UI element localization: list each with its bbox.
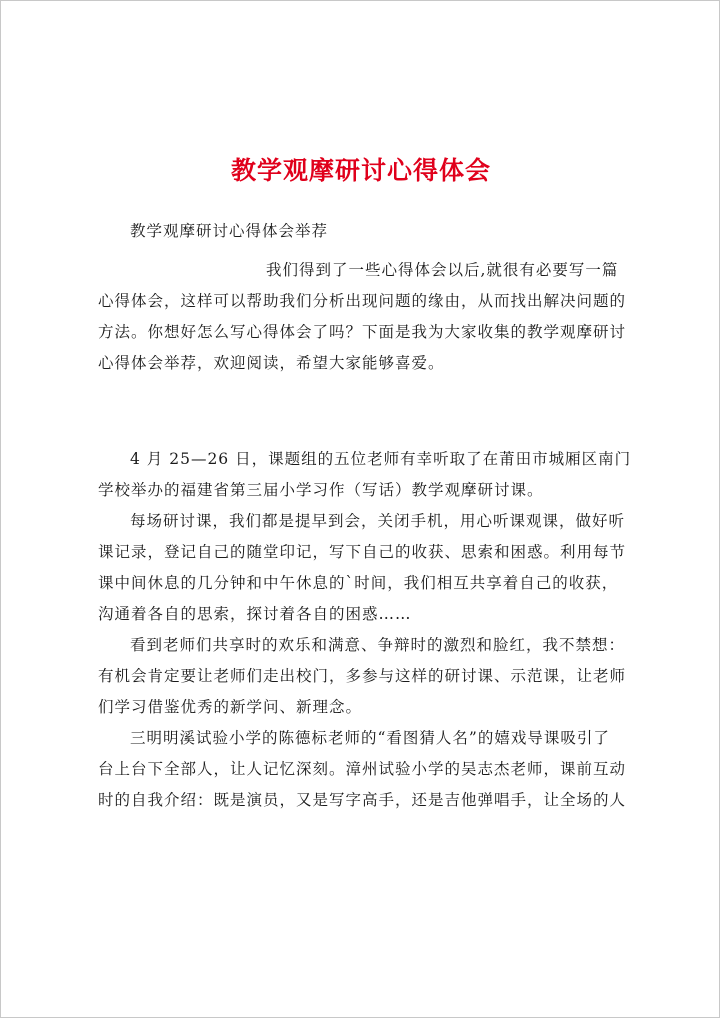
- intro-line: 我们得到了一些心得体会以后,就很有必要写一篇: [266, 261, 619, 279]
- subtitle-line: 教学观摩研讨心得体会举荐: [130, 222, 329, 240]
- paragraph-line: 看到老师们共享时的欢乐和满意、争辩时的激烈和脸红，我不禁想：: [130, 636, 626, 654]
- main-content: [98, 444, 633, 816]
- paragraph-line: 课记录，登记自己的随堂印记，写下自己的收获、思索和困惑。利用每节: [98, 543, 627, 561]
- document-subtitle: [98, 216, 633, 247]
- paragraph-line: 每场研讨课，我们都是提早到会，关闭手机，用心听课观课，做好听: [130, 512, 626, 530]
- paragraph-line: 学校举办的福建省第三届小学习作（写话）教学观摩研讨课。: [98, 481, 544, 499]
- paragraph-line: 4 月 25—26 日，课题组的五位老师有幸听取了在莆田市城厢区南门: [130, 450, 632, 468]
- paragraph-4: [98, 723, 633, 816]
- intro-paragraph: [98, 255, 633, 379]
- paragraph-2: [98, 506, 633, 630]
- paragraph-line: 时的自我介绍：既是演员，又是写字高手，还是吉他弹唱手，让全场的人: [98, 791, 627, 809]
- paragraph-line: 课中间休息的几分钟和中午休息的`时间，我们相互共享着自己的收获，: [98, 574, 619, 592]
- intro-line: 方法。你想好怎么写心得体会了吗？下面是我为大家收集的教学观摩研讨: [98, 323, 627, 341]
- paragraph-line: 有机会肯定要让老师们走出校门，多参与这样的研讨课、示范课，让老师: [98, 667, 627, 685]
- paragraph-line: 们学习借鉴优秀的新学问、新理念。: [98, 698, 363, 716]
- paragraph-3: [98, 630, 633, 723]
- paragraph-1: [98, 444, 633, 506]
- intro-line: 心得体会举荐，欢迎阅读，希望大家能够喜爱。: [98, 354, 445, 372]
- paragraph-line: 台上台下全部人，让人记忆深刻。漳州试验小学的吴志杰老师，课前互动: [98, 760, 627, 778]
- document-title: 教学观摩研讨心得体会: [230, 156, 491, 185]
- paragraph-line: 沟通着各自的思索，探讨着各自的困惑……: [98, 605, 412, 623]
- paragraph-line: 三明明溪试验小学的陈德标老师的“看图猜人名”的嬉戏导课吸引了: [130, 729, 610, 747]
- intro-line: 心得体会，这样可以帮助我们分析出现问题的缘由，从而找出解决问题的: [98, 292, 627, 310]
